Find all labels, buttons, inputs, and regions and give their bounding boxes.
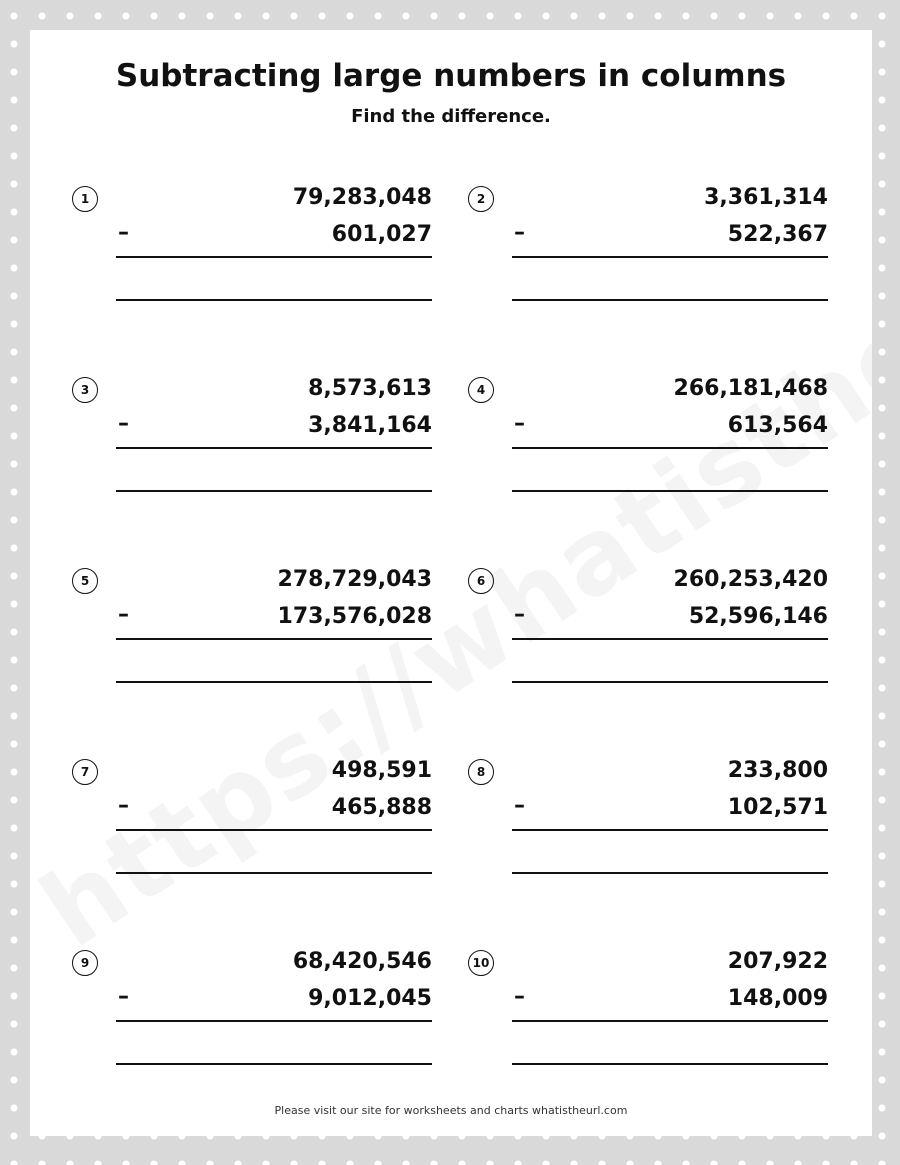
minuend: 207,922: [727, 949, 828, 974]
instructions: Find the difference.: [351, 106, 551, 127]
problem-number-badge: 3: [72, 377, 98, 403]
subtrahend: 465,888: [331, 795, 432, 820]
answer-line-top: [512, 829, 828, 831]
answer-line-bottom: [116, 490, 432, 492]
problem-number-badge: 4: [468, 377, 494, 403]
minus-sign: –: [118, 984, 129, 1009]
page-title: Subtracting large numbers in columns: [115, 58, 787, 94]
minuend: 233,800: [727, 758, 828, 783]
problem-7: [72, 759, 432, 879]
subtrahend: 522,367: [727, 222, 828, 247]
problem-number-badge: 10: [468, 950, 494, 976]
minuend: 260,253,420: [673, 567, 828, 592]
answer-line-top: [116, 829, 432, 831]
minuend: 266,181,468: [673, 376, 828, 401]
problem-5: [72, 568, 432, 688]
minus-sign: –: [514, 411, 525, 436]
subtrahend: 148,009: [727, 986, 828, 1011]
worksheet-page: [30, 30, 872, 1136]
answer-line-bottom: [116, 299, 432, 301]
problem-number-badge: 2: [468, 186, 494, 212]
problem-number-badge: 6: [468, 568, 494, 594]
answer-line-top: [116, 1020, 432, 1022]
minuend: 68,420,546: [292, 949, 432, 974]
problem-number-badge: 1: [72, 186, 98, 212]
problem-number-badge: 5: [72, 568, 98, 594]
answer-line-top: [512, 638, 828, 640]
answer-line-bottom: [512, 872, 828, 874]
minuend: 278,729,043: [277, 567, 432, 592]
minus-sign: –: [118, 411, 129, 436]
minus-sign: –: [118, 602, 129, 627]
answer-line-top: [116, 638, 432, 640]
problem-number-badge: 7: [72, 759, 98, 785]
answer-line-top: [512, 1020, 828, 1022]
problem-1: [72, 186, 432, 306]
answer-line-bottom: [512, 1063, 828, 1065]
problem-4: [468, 377, 828, 497]
minus-sign: –: [514, 602, 525, 627]
subtrahend: 102,571: [727, 795, 828, 820]
answer-line-top: [512, 447, 828, 449]
minuend: 498,591: [331, 758, 432, 783]
problem-9: [72, 950, 432, 1070]
minus-sign: –: [514, 220, 525, 245]
subtrahend: 52,596,146: [688, 604, 828, 629]
answer-line-bottom: [512, 490, 828, 492]
minus-sign: –: [118, 793, 129, 818]
subtrahend: 3,841,164: [308, 413, 432, 438]
answer-line-bottom: [116, 872, 432, 874]
answer-line-top: [116, 447, 432, 449]
answer-line-top: [512, 256, 828, 258]
subtrahend: 601,027: [331, 222, 432, 247]
problem-3: [72, 377, 432, 497]
problem-10: [468, 950, 828, 1070]
minus-sign: –: [514, 984, 525, 1009]
minuend: 3,361,314: [704, 185, 828, 210]
subtrahend: 9,012,045: [308, 986, 432, 1011]
problem-2: [468, 186, 828, 306]
minuend: 8,573,613: [308, 376, 432, 401]
problem-number-badge: 8: [468, 759, 494, 785]
problem-grid: [30, 30, 872, 1136]
problem-6: [468, 568, 828, 688]
problem-number-badge: 9: [72, 950, 98, 976]
subtrahend: 173,576,028: [277, 604, 432, 629]
subtrahend: 613,564: [727, 413, 828, 438]
answer-line-bottom: [116, 1063, 432, 1065]
minus-sign: –: [514, 793, 525, 818]
answer-line-bottom: [512, 681, 828, 683]
answer-line-bottom: [512, 299, 828, 301]
minuend: 79,283,048: [292, 185, 432, 210]
footer-note: Please visit our site for worksheets and charts whatistheurl.com: [274, 1104, 628, 1117]
minus-sign: –: [118, 220, 129, 245]
answer-line-bottom: [116, 681, 432, 683]
problem-8: [468, 759, 828, 879]
answer-line-top: [116, 256, 432, 258]
